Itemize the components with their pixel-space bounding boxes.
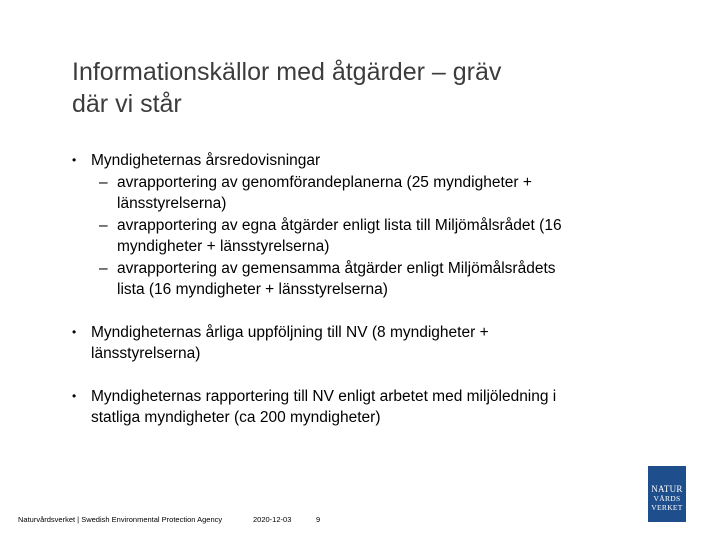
slide-title-line: Informationskällor med åtgärder – gräv (72, 58, 502, 86)
sub-item (91, 215, 652, 258)
bullet-dot-icon: • (72, 324, 77, 339)
naturvardsverket-logo (648, 466, 686, 522)
slide-title-line: där vi står (72, 90, 182, 118)
footer-date: 2020-12-03 (253, 515, 292, 524)
bullet-text: statliga myndigheter (ca 200 myndigheter) (91, 409, 381, 426)
dash-icon: – (99, 216, 108, 234)
footer-page-number: 9 (316, 515, 321, 524)
bullet-item (72, 322, 652, 365)
bullet-text: länsstyrelserna) (91, 345, 201, 362)
bullet-text: Myndigheternas årliga uppföljning till NV (8 myndigheter + (91, 323, 489, 341)
bullet-item (72, 386, 652, 429)
logo-line: NATUR (651, 484, 683, 494)
slide-body (72, 150, 652, 429)
bullet-text: Myndigheternas årsredovisningar (91, 152, 321, 169)
logo-line: VÅRDS (653, 494, 681, 503)
dash-icon: – (99, 259, 108, 277)
sub-item-text: myndigheter + länsstyrelserna) (117, 238, 330, 255)
sub-item-text: länsstyrelserna) (117, 195, 227, 212)
bullet-item (72, 150, 652, 301)
sub-item-text: avrapportering av genomförandeplanerna (25 myndigheter + (117, 173, 532, 191)
bullet-dot-icon: • (72, 153, 77, 167)
sub-item-text: avrapportering av egna åtgärder enligt lista till Miljömålsrådet (16 (117, 216, 562, 234)
logo-line: VERKET (651, 503, 683, 512)
sub-item-text: lista (16 myndigheter + länsstyrelserna) (117, 281, 388, 298)
bullet-dot-icon: • (72, 388, 77, 403)
sub-item-text: avrapportering av gemensamma åtgärder enligt Miljömålsrådets (117, 259, 556, 277)
sub-item (91, 172, 652, 215)
slide-title (72, 56, 672, 120)
bullet-text: Myndigheternas rapportering till NV enligt arbetet med miljöledning i (91, 387, 557, 405)
dash-icon: – (99, 173, 108, 191)
sub-item (91, 258, 652, 301)
footer-organization: Naturvårdsverket | Swedish Environmental Protection Agency (18, 515, 223, 524)
